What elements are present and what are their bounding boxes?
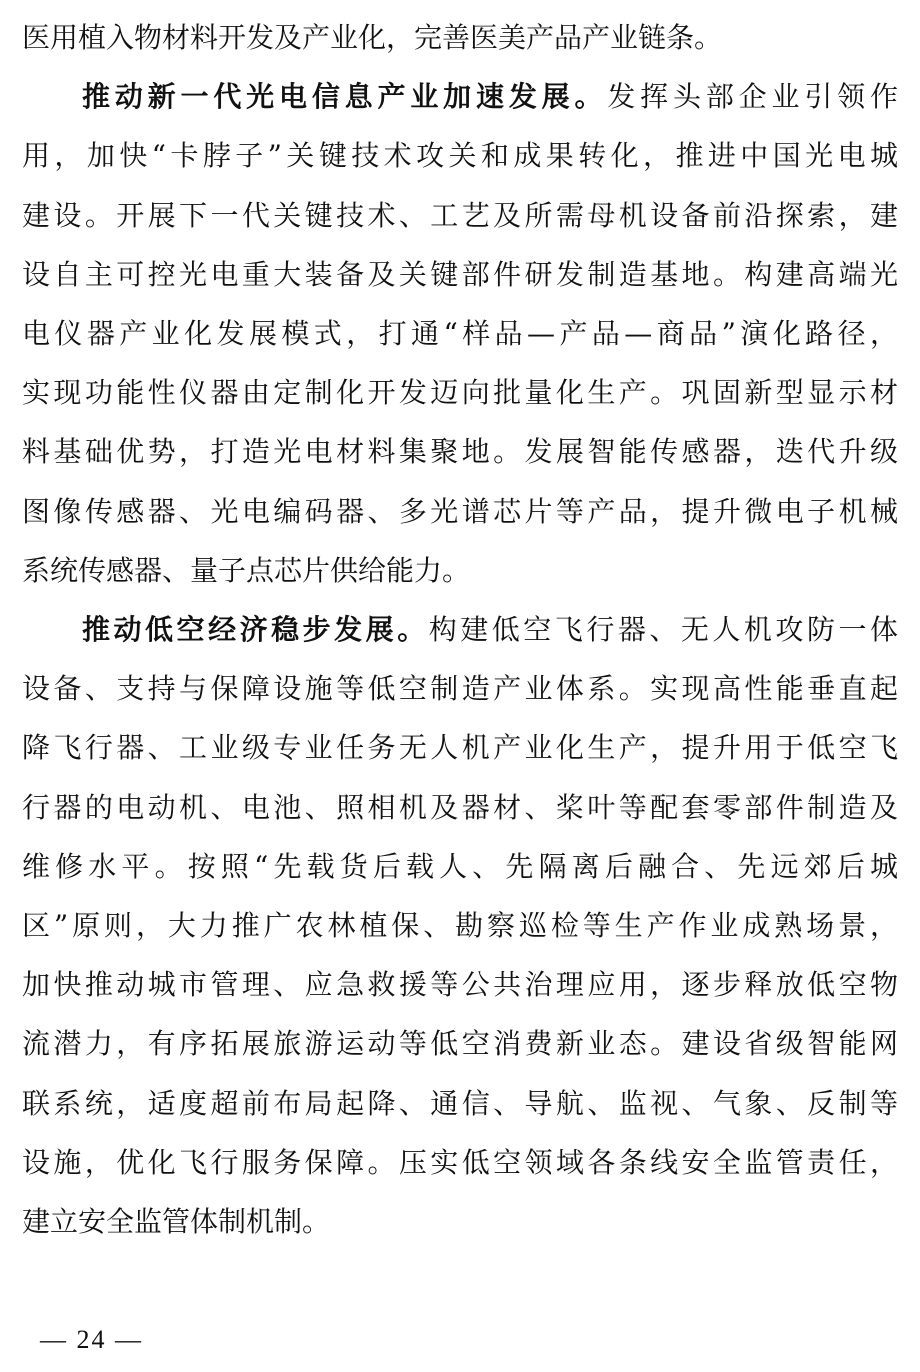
text-line <box>22 194 898 238</box>
text-line <box>22 904 898 948</box>
text-line <box>22 134 898 178</box>
line-text: 区”原则，大力推广农林植保、勘察巡检等生产作业成熟场景， <box>22 909 898 942</box>
line-text: 设备、支持与保障设施等低空制造产业体系。实现高性能垂直起 <box>22 672 898 706</box>
line-text: 医用植入物材料开发及产业化，完善医美产品产业链条。 <box>22 21 723 54</box>
text-line <box>22 1141 898 1185</box>
line-text: 行器的电动机、电池、照相机及器材、桨叶等配套零部件制造及 <box>22 790 898 824</box>
page-number: — 24 — <box>40 1325 143 1354</box>
text-line <box>22 1082 898 1126</box>
text-line <box>22 786 898 830</box>
text-line <box>22 549 898 593</box>
text-line <box>22 371 898 415</box>
text-line <box>22 963 898 1007</box>
text-line <box>22 845 898 889</box>
line-text: 联系统，适度超前布局起降、通信、导航、监视、气象、反制等 <box>22 1086 898 1120</box>
paragraph-heading: 推动新一代光电信息产业加速发展。 <box>82 80 608 114</box>
line-text: 流潜力，有序拓展旅游运动等低空消费新业态。建设省级智能网 <box>22 1027 898 1061</box>
line-text: 维修水平。按照“先载货后载人、先隔离后融合、先远郊后城 <box>22 849 898 883</box>
line-text: 加快推动城市管理、应急救援等公共治理应用，逐步释放低空物 <box>22 968 898 1002</box>
text-line <box>22 490 898 534</box>
line-text: 降飞行器、工业级专业任务无人机产业化生产，提升用于低空飞 <box>22 731 898 765</box>
line-text: 建立安全监管体制机制。 <box>22 1205 331 1238</box>
text-line <box>22 1022 898 1066</box>
line-text: 构建低空飞行器、无人机攻防一体 <box>428 613 898 646</box>
line-text: 设自主可控光电重大装备及关键部件研发制造基地。构建高端光 <box>22 257 898 291</box>
paragraph-first-line <box>82 75 898 119</box>
paragraph-heading: 推动低空经济稳步发展。 <box>82 613 429 646</box>
line-text: 电仪器产业化发展模式，打通“样品—产品—商品”演化路径， <box>22 317 898 350</box>
text-line <box>22 312 898 356</box>
line-text: 料基础优势，打造光电材料集聚地。发展智能传感器，迭代升级 <box>22 435 898 469</box>
text-line <box>22 726 898 770</box>
line-text: 设施，优化飞行服务保障。压实低空领域各条线安全监管责任， <box>22 1145 898 1179</box>
text-line <box>22 667 898 711</box>
line-text: 系统传感器、量子点芯片供给能力。 <box>22 553 471 587</box>
line-text: 用，加快“卡脖子”关键技术攻关和成果转化，推进中国光电城 <box>22 139 898 173</box>
line-text: 实现功能性仪器由定制化开发迈向批量化生产。巩固新型显示材 <box>22 376 898 410</box>
line-text: 图像传感器、光电编码器、多光谱芯片等产品，提升微电子机械 <box>22 494 898 528</box>
text-line <box>22 253 898 297</box>
line-text: 发挥头部企业引领作 <box>607 80 898 114</box>
text-line <box>22 16 898 60</box>
line-text: 建设。开展下一代关键技术、工艺及所需母机设备前沿探索，建 <box>22 198 898 232</box>
paragraph-first-line <box>82 608 898 652</box>
text-line <box>22 430 898 474</box>
text-line <box>22 1200 898 1244</box>
